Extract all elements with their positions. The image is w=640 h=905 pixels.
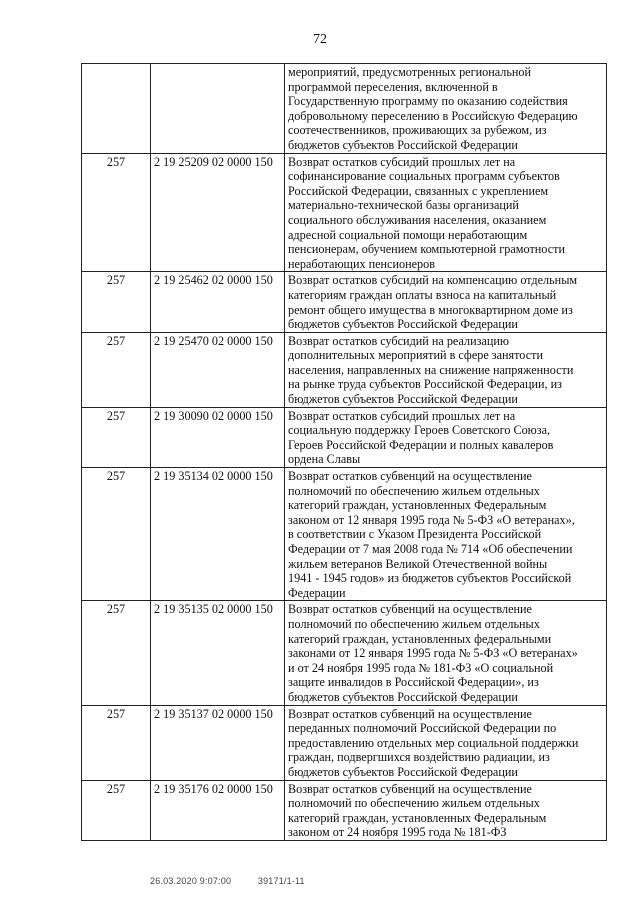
description-line: Федерации от 7 мая 2008 года № 714 «Об обеспечении — [288, 542, 573, 556]
description-line: законом от 12 января 1995 года № 5-ФЗ «О ветеранах», — [288, 512, 575, 527]
page-number: 72 — [313, 32, 327, 47]
admin-code-cell: 257 — [82, 468, 151, 601]
budget-codes-table — [81, 63, 607, 841]
description-line: мероприятий, предусмотренных региональной — [288, 65, 532, 79]
description-cell — [285, 601, 607, 705]
description-line: софинансирование социальных программ субъектов — [288, 169, 560, 184]
description-line: программой переселения, включенной в — [288, 79, 498, 94]
description-line: законом от 24 ноября 1995 года № 181-ФЗ — [288, 825, 507, 840]
description-line: бюджетов субъектов Российской Федерации — [288, 392, 518, 407]
description-line: полномочий по обеспечению жильем отдельных — [288, 616, 540, 631]
description-line: Героев Российской Федерации и полных кавалеров — [288, 437, 554, 452]
document-footer — [150, 876, 329, 886]
description-line: социального обслуживания населения, оказанием — [288, 212, 547, 227]
description-line: дополнительных мероприятий в сфере занятости — [288, 348, 543, 363]
description-cell — [285, 780, 607, 840]
budget-code-cell: 2 19 25470 02 0000 150 — [151, 332, 285, 407]
description-line: Возврат остатков субвенций на осуществление — [288, 781, 532, 796]
table-body — [82, 64, 607, 841]
description-cell — [285, 407, 607, 467]
table-row — [82, 153, 607, 272]
budget-code-cell — [151, 64, 285, 154]
budget-code-cell: 2 19 35176 02 0000 150 — [151, 780, 285, 840]
description-line: категорий граждан, установленных федеральными — [288, 631, 552, 646]
admin-code-cell: 257 — [82, 407, 151, 467]
description-line: бюджетов субъектов Российской Федерации — [288, 317, 518, 332]
description-line: Возврат остатков субсидий прошлых лет на — [288, 154, 516, 169]
description-line: ордена Славы — [288, 452, 361, 467]
budget-code-cell: 2 19 25209 02 0000 150 — [151, 153, 285, 272]
description-line: бюджетов субъектов Российской Федерации — [288, 137, 518, 152]
description-line: в соответствии с Указом Президента Российской — [288, 527, 542, 542]
description-line: переданных полномочий Российской Федерации по — [288, 721, 557, 736]
admin-code-cell: 257 — [82, 601, 151, 705]
description-line: адресной социальной помощи неработающим — [288, 227, 528, 242]
description-cell — [285, 332, 607, 407]
description-cell — [285, 153, 607, 272]
description-cell — [285, 272, 607, 332]
table-row — [82, 272, 607, 332]
description-line: защите инвалидов в Российской Федерации», из — [288, 675, 539, 690]
table-row — [82, 601, 607, 705]
description-line: Возврат остатков субвенций на осуществление — [288, 706, 532, 721]
description-line: полномочий по обеспечению жильем отдельных — [288, 483, 540, 498]
description-line: Российской Федерации, связанных с укреплением — [288, 183, 549, 198]
table-row — [82, 332, 607, 407]
admin-code-cell — [82, 64, 151, 154]
description-cell — [285, 468, 607, 601]
description-line: Федерации — [288, 585, 346, 600]
table-row — [82, 64, 607, 154]
table-row — [82, 780, 607, 840]
table-row — [82, 407, 607, 467]
description-line: законами от 12 января 1995 года № 5-ФЗ «О ветеранах» — [288, 646, 578, 661]
footer-document-id: 39171/1-11 — [257, 876, 305, 886]
footer-timestamp: 26.03.2020 9:07:00 — [150, 876, 232, 886]
budget-code-cell: 2 19 30090 02 0000 150 — [151, 407, 285, 467]
description-line: пенсионерам, обучением компьютерной грамотности — [288, 242, 565, 257]
description-line: жильем ветеранов Великой Отечественной войны — [288, 556, 548, 571]
description-line: категориям граждан оплаты взноса на капитальный — [288, 287, 557, 302]
description-line: предоставлению отдельных мер социальной поддержки — [288, 735, 579, 750]
description-line: Возврат остатков субсидий прошлых лет на — [288, 408, 516, 423]
budget-code-cell: 2 19 25462 02 0000 150 — [151, 272, 285, 332]
description-line: Возврат остатков субсидий на компенсацию отдельным — [288, 273, 578, 288]
budget-code-cell: 2 19 35137 02 0000 150 — [151, 705, 285, 780]
description-line: бюджетов субъектов Российской Федерации — [288, 689, 518, 704]
description-line: полномочий по обеспечению жильем отдельных — [288, 796, 540, 811]
description-line: и от 24 ноября 1995 года № 181-ФЗ «О социальной — [288, 660, 554, 675]
budget-code-cell: 2 19 35134 02 0000 150 — [151, 468, 285, 601]
description-line: категорий граждан, установленных Федеральным — [288, 498, 547, 513]
budget-code-cell: 2 19 35135 02 0000 150 — [151, 601, 285, 705]
description-line: Возврат остатков субвенций на осуществление — [288, 469, 532, 484]
admin-code-cell: 257 — [82, 705, 151, 780]
description-line: Государственную программу по оказанию содействия — [288, 94, 568, 109]
description-line: соотечественников, проживающих за рубежом, из — [288, 123, 547, 138]
table-row — [82, 705, 607, 780]
description-line: категорий граждан, установленных Федеральным — [288, 810, 547, 825]
description-line: ремонт общего имущества в многоквартирном доме из — [288, 302, 573, 317]
admin-code-cell: 257 — [82, 153, 151, 272]
description-line: добровольному переселению в Российскую Федерацию — [288, 108, 578, 123]
description-line: материально-технической базы организаций — [288, 198, 519, 213]
description-line: бюджетов субъектов Российской Федерации — [288, 764, 518, 779]
description-line: социальную поддержку Героев Советского Союза, — [288, 423, 551, 438]
description-cell — [285, 705, 607, 780]
description-line: Возврат остатков субсидий на реализацию — [288, 333, 509, 348]
description-line: Возврат остатков субвенций на осуществление — [288, 602, 532, 617]
description-line: на рынке труда субъектов Российской Федерации, из — [288, 377, 562, 392]
table-row — [82, 468, 607, 601]
admin-code-cell: 257 — [82, 332, 151, 407]
description-line: 1941 - 1945 годов» из бюджетов субъектов Российской — [288, 571, 572, 586]
admin-code-cell: 257 — [82, 272, 151, 332]
description-line: населения, направленных на снижение напряженности — [288, 362, 574, 377]
description-cell — [285, 64, 607, 154]
description-line: неработающих пенсионеров — [288, 256, 435, 271]
description-line: граждан, подвергшихся воздействию радиации, из — [288, 750, 550, 765]
admin-code-cell: 257 — [82, 780, 151, 840]
